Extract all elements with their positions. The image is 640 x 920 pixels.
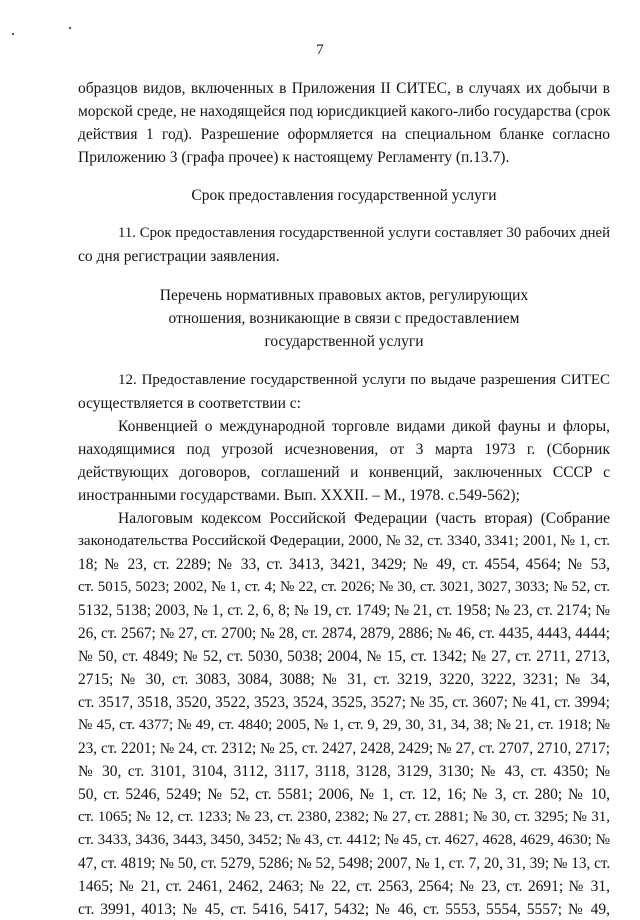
paragraph-line: 26, ст. 2567; № 27, ст. 2700; № 28, ст. 2874, 2879, 2886; № 46, ст. 4435, 4443, 4444; [78,625,610,642]
paragraph-line: 50, ст. 5246, 5249; № 52, ст. 5581; 2006, № 1, ст. 12, 16; № 3, ст. 280; № 10, [78,786,610,803]
paragraph-line: № 45, ст. 4377; № 49, ст. 4840; 2005, № 1, ст. 9, 29, 30, 31, 34, 38; № 21, ст. 1918; № [78,717,610,733]
paragraph-line: находящимися под угрозой исчезновения, от 3 марта 1973 г. (Сборник [78,441,610,458]
paragraph-line: Налоговым кодексом Российской Федерации (часть вторая) (Собрание [118,510,610,527]
section-heading-line: государственной услуги [264,333,424,350]
page-number: 7 [316,42,324,58]
paragraph-line: Конвенцией о международной торговле видами дикой фауны и флоры, [118,418,610,435]
paragraph-line: образцов видов, включенных в Приложения II СИТЕС, в случаях их добычи в [78,80,610,97]
paragraph-line: ст. 1065; № 12, ст. 1233; № 23, ст. 2380, 2382; № 27, ст. 2881; № 30, ст. 3295; № 31, [78,809,610,825]
paragraph-line: ст. 5015, 5023; 2002, № 1, ст. 4; № 22, ст. 2026; № 30, ст. 3021, 3027, 3033; № 52, ст. [78,579,610,595]
paragraph-line: осуществляется в соответствии с: [78,395,301,412]
paragraph-line: 47, ст. 4819; № 50, ст. 5279, 5286; № 52, 5498; 2007, № 1, ст. 7, 20, 31, 39; № 13, ст. [78,855,611,872]
paragraph-line: со дня регистрации заявления. [78,248,280,265]
paragraph-line: законодательства Российской Федерации, 2000, № 32, ст. 3340, 3341; 2001, № 1, ст. [78,533,610,549]
section-heading-line: отношения, возникающие в связи с предоставлением [168,310,520,327]
section-heading: Срок предоставления государственной услуги [191,187,497,204]
paragraph-line: № 30, ст. 3101, 3104, 3112, 3117, 3118, 3128, 3129, 3130; № 43, ст. 4350; № [78,763,610,780]
paragraph-line: ст. 3517, 3518, 3520, 3522, 3523, 3524, 3525, 3527; № 35, ст. 3607; № 41, ст. 3994; [78,694,610,711]
section-heading-line: Перечень нормативных правовых актов, регулирующих [159,287,529,304]
paragraph-line: 18; № 23, ст. 2289; № 33, ст. 3413, 3421, 3429; № 49, ст. 4554, 4564; № 53, [78,556,610,573]
paragraph-line: иностранными государствами. Вып. XXXII. – М., 1978. с.549-562); [78,487,520,504]
paragraph-line: 2715; № 30, ст. 3083, 3084, 3088; № 31, ст. 3219, 3220, 3222, 3231; № 34, [78,671,610,688]
paragraph-line: 5132, 5138; 2003, № 1, ст. 2, 6, 8; № 19, ст. 1749; № 21, ст. 1958; № 23, ст. 2174; № [78,602,610,619]
paragraph-line: действия 1 год). Разрешение оформляется на специальном бланке согласно [78,126,610,143]
paragraph-line: ст. 3991, 4013; № 45, ст. 5416, 5417, 5432; № 46, ст. 5553, 5554, 5557; № 49, [78,901,610,918]
paragraph-line: ст. 3433, 3436, 3443, 3450, 3452; № 43, ст. 4412; № 45, ст. 4627, 4628, 4629, 4630; № [78,832,610,848]
paragraph-line: 11. Срок предоставления государственной услуги составляет 30 рабочих дней [118,225,610,241]
paragraph-line: действующих договоров, соглашений и конвенций, заключенных СССР с [78,464,610,481]
paragraph-line: 1465; № 21, ст. 2461, 2462, 2463; № 22, ст. 2563, 2564; № 23, ст. 2691; № 31, [78,878,610,895]
paragraph-line: № 50, ст. 4849; № 52, ст. 5030, 5038; 2004, № 15, ст. 1342; № 27, ст. 2711, 2713, [78,648,610,665]
scan-speck [12,33,14,35]
paragraph-line: морской среде, не находящейся под юрисдикцией какого-либо государства (срок [78,103,611,120]
paragraph-line: 12. Предоставление государственной услуги по выдаче разрешения СИТЕС [118,372,610,388]
paragraph-line: 23, ст. 2201; № 24, ст. 2312; № 25, ст. 2427, 2428, 2429; № 27, ст. 2707, 2710, 2717; [78,740,610,757]
scan-speck [69,27,71,29]
paragraph-line: Приложению 3 (графа прочее) к настоящему Регламенту (п.13.7). [78,149,510,166]
